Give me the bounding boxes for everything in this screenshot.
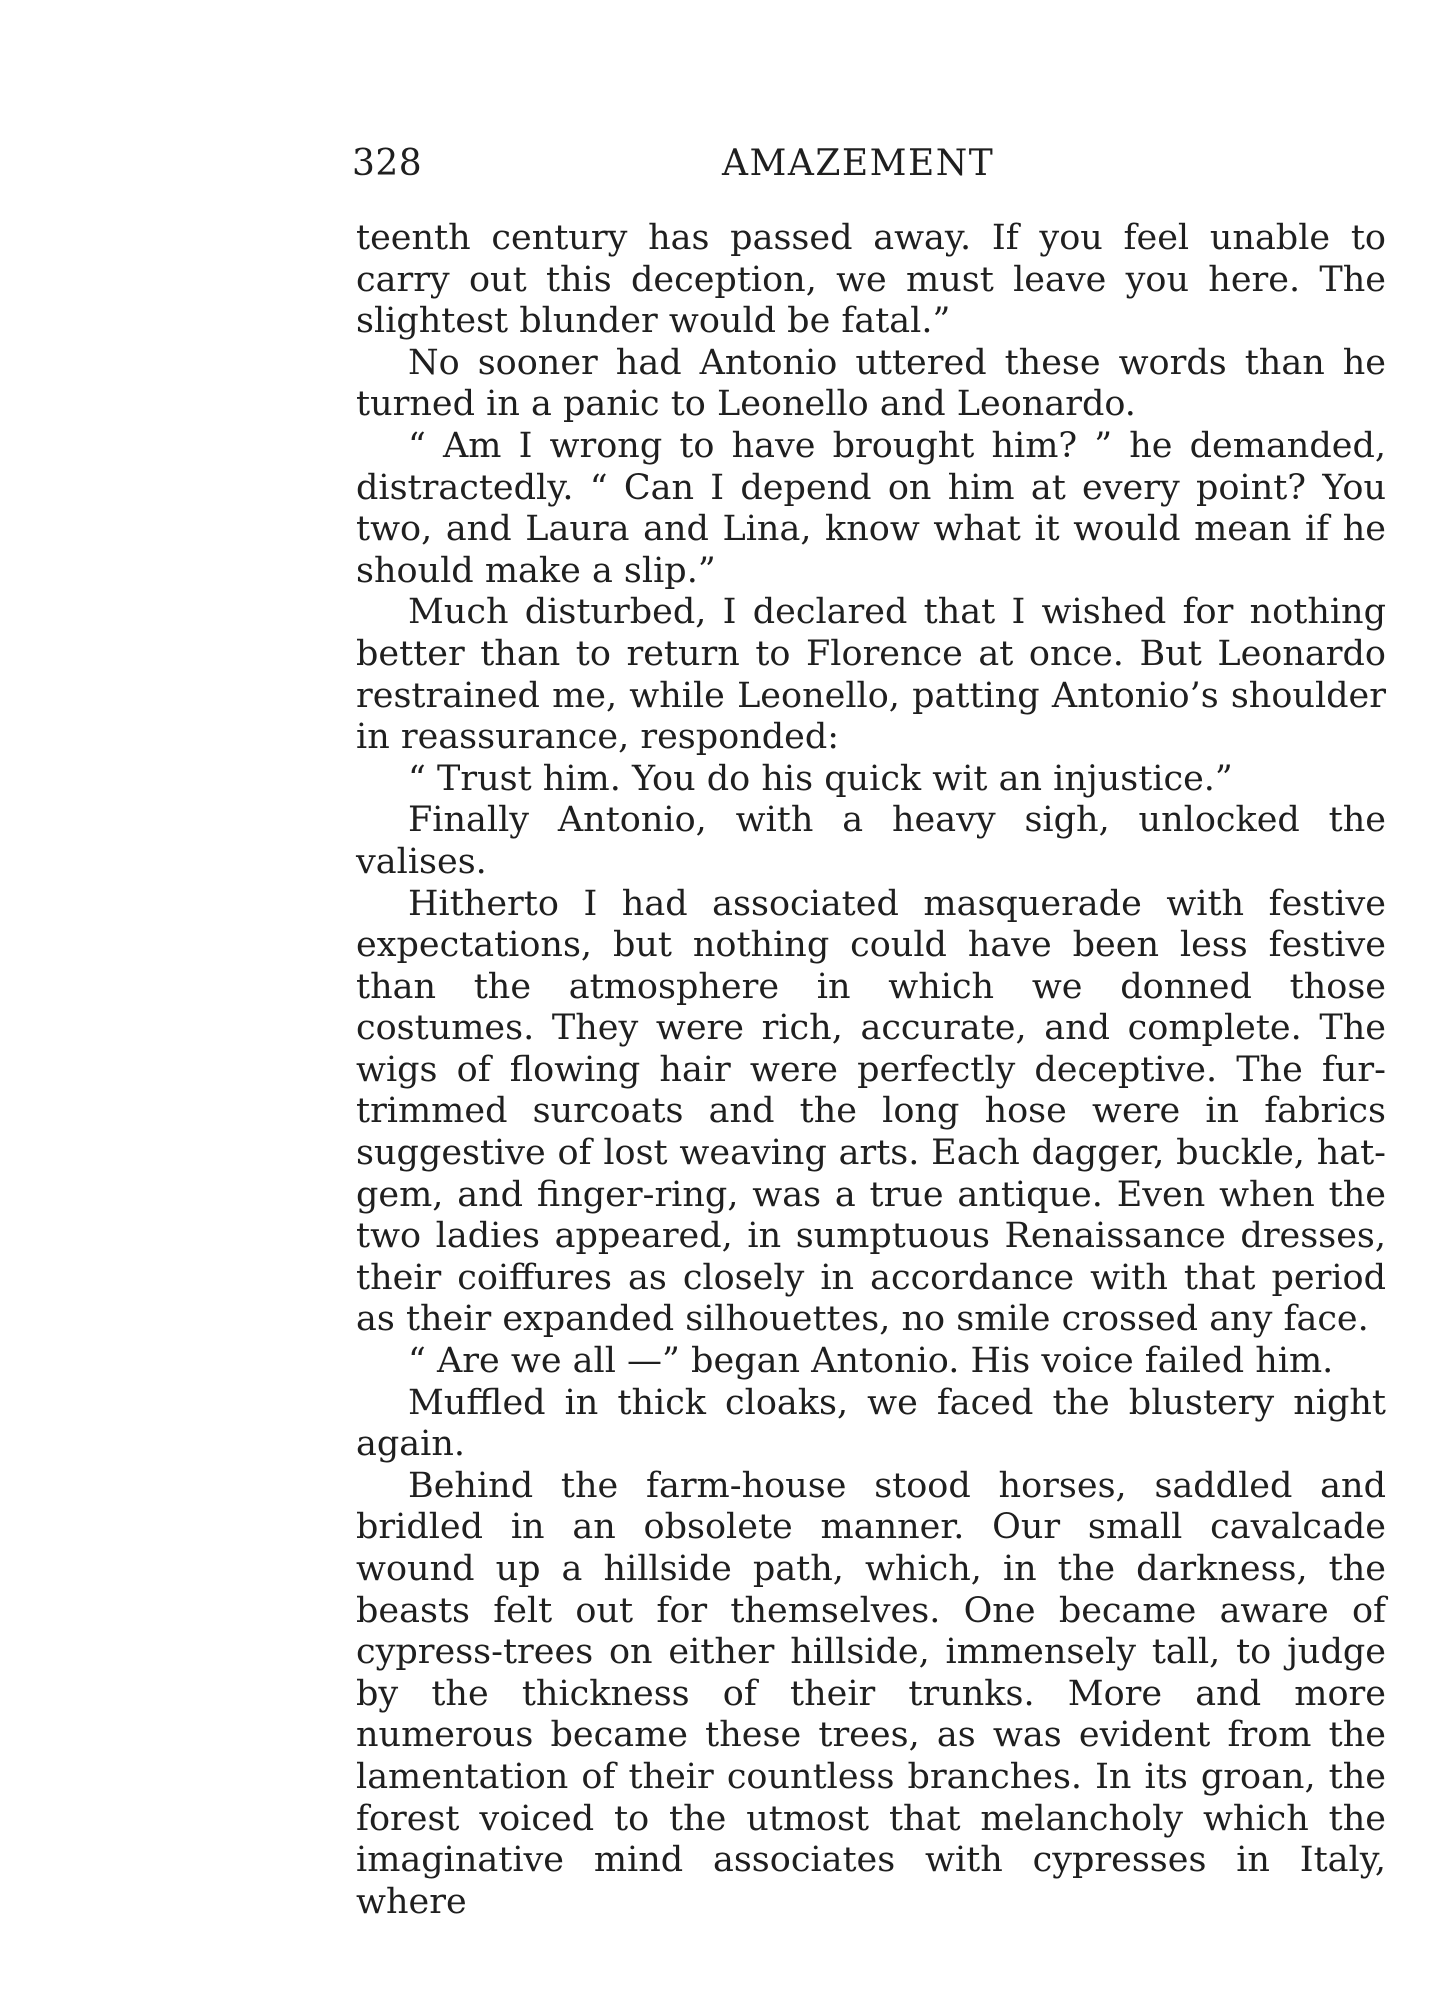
body-text: [356, 218, 1386, 1922]
paragraph: Finally Antonio, with a heavy sigh, unlocked the valises.: [356, 800, 1386, 882]
paragraph: “ Trust him. You do his quick wit an injustice.”: [408, 758, 1233, 799]
paragraph: Behind the farm-house stood horses, saddled and bridled in an obsolete manner. Our small cavalcade wound up a hillside path, which, in the darkness, the beasts felt out for themselves. One became aware of cypress-trees on either hillside, immensely tall, to judge by the thickness of their trunks. More and more numerous became these trees, as was evident from the lamentation of their countless branches. In its groan, the forest voiced to the utmost that melancholy which the imaginative mind associates with cypresses in Italy, where: [356, 1465, 1386, 1922]
running-title: AMAZEMENT: [722, 143, 995, 184]
paragraph: “ Are we all —” began Antonio. His voice failed him.: [408, 1341, 1334, 1382]
paragraph: teenth century has passed away. If you feel unable to carry out this deception, we must leave you here. The slightest blunder would be fatal.”: [356, 218, 1386, 342]
paragraph: Hitherto I had associated masquerade with festive expectations, but nothing could have been less festive than the atmosphere in which we donned those costumes. They were rich, accurate, and complete. The wigs of flowing hair were perfectly deceptive. The fur-trimmed surcoats and the long hose were in fabrics suggestive of lost weaving arts. Each dagger, buckle, hat-gem, and finger-ring, was a true antique. Even when the two ladies appeared, in sumptuous Renaissance dresses, their coiffures as closely in accordance with that period as their expanded silhouettes, no smile crossed any face.: [356, 883, 1386, 1340]
paragraph: Much disturbed, I declared that I wished for nothing better than to return to Florence at once. But Leonardo restrained me, while Leonello, patting Antonio’s shoulder in reassurance, responded:: [356, 592, 1386, 758]
page-number: 328: [352, 143, 423, 184]
paragraph: “ Am I wrong to have brought him? ” he demanded, distractedly. “ Can I depend on him at every point? You two, and Laura and Lina, know what it would mean if he should make a slip.”: [356, 425, 1386, 591]
paragraph: Muffled in thick cloaks, we faced the blustery night again.: [356, 1382, 1386, 1465]
paragraph: No sooner had Antonio uttered these words than he turned in a panic to Leonello and Leonardo.: [356, 342, 1386, 425]
page-header: [352, 140, 1412, 188]
